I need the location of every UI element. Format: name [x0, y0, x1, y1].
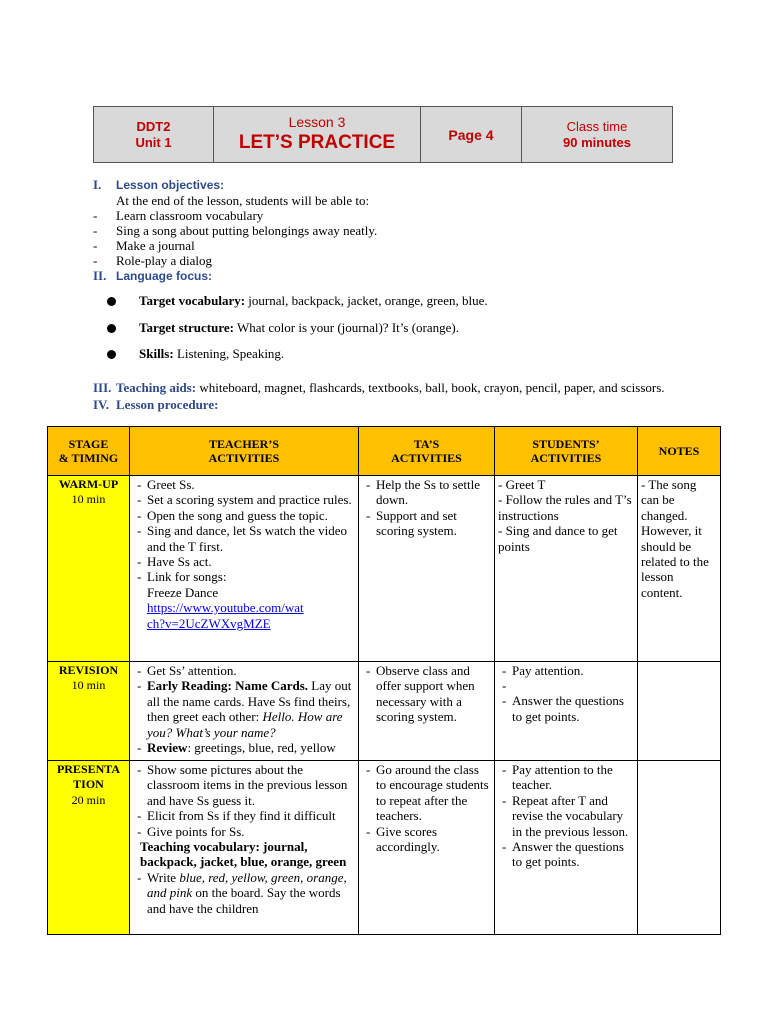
- objective-item: - Role-play a dialog: [93, 253, 213, 268]
- list-item: - Go around the class to encourage students to repeat after the teachers.: [362, 762, 491, 824]
- procedure-title: Lesson procedure:: [116, 397, 219, 412]
- header-teacher: TEACHER’S ACTIVITIES: [130, 427, 359, 476]
- course-code: DDT2: [136, 118, 171, 134]
- lesson-title: LET’S PRACTICE: [238, 132, 396, 153]
- list-item: - Pay attention.: [498, 663, 634, 678]
- song-link[interactable]: https://www.youtube.com/watch?v=2UcZWXvgMZE: [147, 600, 304, 631]
- stage-name: REVISION: [58, 663, 119, 677]
- procedure-heading: [93, 397, 693, 412]
- unit-label: Unit 1: [135, 134, 172, 150]
- list-item: - Sing and dance, let Ss watch the video and the T first.: [133, 523, 355, 554]
- list-item: - Help the Ss to settle down.: [362, 477, 491, 508]
- stage-name: WARM-UP: [58, 477, 119, 491]
- teaching-aids-text: whiteboard, magnet, flashcards, textbooks, ball, book, crayon, pencil, paper, and scissors.: [196, 380, 665, 395]
- list-item: - Link for songs:: [133, 569, 355, 584]
- header-stage: STAGE & TIMING: [48, 427, 130, 476]
- class-time-cell: [522, 107, 672, 162]
- item-label: Skills:: [139, 346, 174, 361]
- students-activities: [495, 476, 638, 662]
- table-row: [48, 476, 721, 662]
- students-activities: [495, 662, 638, 761]
- procedure-table: [47, 426, 721, 935]
- list-item: - Repeat after T and revise the vocabulary in the previous lesson.: [498, 793, 634, 839]
- list-item: - Set a scoring system and practice rules.: [133, 492, 355, 507]
- section-title: Language focus:: [116, 269, 213, 283]
- section-number: III.: [93, 380, 112, 395]
- lesson-number: Lesson 3: [288, 114, 346, 130]
- teacher-activities: [130, 476, 359, 662]
- teaching-aids-section: [93, 380, 693, 412]
- page-cell: [421, 107, 522, 162]
- teaching-aids-label: Teaching aids:: [116, 380, 197, 395]
- list-item: - Review: greetings, blue, red, yellow: [133, 740, 355, 755]
- list-item: - Give points for Ss.: [133, 824, 355, 839]
- item-text: What color is your (journal)? It’s (orange).: [233, 320, 459, 335]
- list-item: - Pay attention to the teacher.: [498, 762, 634, 793]
- stage-time: 10 min: [71, 492, 106, 507]
- section-title: Lesson objectives:: [116, 178, 225, 192]
- bullet-icon: [107, 324, 116, 333]
- objective-item: - Learn classroom vocabulary: [93, 208, 264, 223]
- item-label: Target vocabulary:: [139, 293, 246, 308]
- objectives-section: [93, 177, 683, 284]
- stage-cell: [48, 662, 130, 761]
- notes-cell: [638, 761, 721, 935]
- ta-activities: [359, 662, 495, 761]
- class-time-value: 90 minutes: [563, 134, 631, 150]
- list-item: - Early Reading: Name Cards. Lay out all the name cards. Have Ss find theirs, then greet each other: Hello. How are you? What’s your name?: [133, 678, 355, 740]
- stage-time: 20 min: [71, 792, 106, 807]
- stage-cell: [48, 761, 130, 935]
- list-item: - Show some pictures about the classroom items in the previous lesson and have Ss guess it.: [133, 762, 355, 808]
- notes-cell: [638, 662, 721, 761]
- ta-activities: [359, 761, 495, 935]
- lesson-header-box: [93, 106, 673, 163]
- bullet-icon: [107, 350, 116, 359]
- language-focus-heading: [93, 268, 683, 284]
- table-row: [48, 761, 721, 935]
- section-number: IV.: [93, 397, 110, 412]
- list-item: - Elicit from Ss if they find it difficult: [133, 808, 355, 823]
- list-item: - Get Ss’ attention.: [133, 663, 355, 678]
- lesson-title-cell: [214, 107, 421, 162]
- list-item: - Give scores accordingly.: [362, 824, 491, 855]
- section-number: II.: [93, 268, 107, 283]
- list-item: - Follow the rules and T’s instructions: [498, 492, 632, 523]
- list-item: - Greet Ss.: [133, 477, 355, 492]
- stage-name: PRESENTA TION: [56, 762, 121, 792]
- list-item: - Answer the questions to get points.: [498, 693, 634, 724]
- notes-cell: [638, 476, 721, 662]
- page-number: Page 4: [448, 126, 494, 143]
- list-item: - Open the song and guess the topic.: [133, 508, 355, 523]
- header-students: STUDENTS’ ACTIVITIES: [495, 427, 638, 476]
- header-notes: NOTES: [638, 427, 721, 476]
- ta-activities: [359, 476, 495, 662]
- item-text: journal, backpack, jacket, orange, green, blue.: [245, 293, 488, 308]
- item-label: Target structure:: [139, 320, 234, 335]
- language-focus-item: [107, 293, 707, 309]
- song-name: Freeze Dance: [147, 584, 219, 600]
- teacher-activities: [130, 662, 359, 761]
- notes-text: - The song can be changed. However, it should be related to the lesson content.: [641, 477, 709, 600]
- objectives-heading: [93, 177, 683, 193]
- list-item: - Support and set scoring system.: [362, 508, 491, 539]
- table-row: [48, 662, 721, 761]
- teacher-activities: [130, 761, 359, 935]
- list-item: - Sing and dance to get points: [498, 523, 618, 554]
- class-time-label: Class time: [566, 118, 628, 134]
- language-focus-item: [107, 320, 707, 336]
- table-header-row: [48, 427, 721, 476]
- objective-item: - Make a journal: [93, 238, 195, 253]
- objective-item: - Sing a song about putting belongings away neatly.: [93, 223, 378, 238]
- spacer: [498, 678, 634, 693]
- teaching-vocabulary: Teaching vocabulary: journal, backpack, jacket, blue, orange, green: [140, 839, 347, 870]
- bullet-icon: [107, 297, 116, 306]
- stage-time: 10 min: [71, 678, 106, 693]
- objectives-intro: At the end of the lesson, students will be able to:: [116, 193, 370, 208]
- course-unit-cell: [94, 107, 214, 162]
- list-item: - Write blue, red, yellow, green, orange, and pink on the board. Say the words and have the children: [133, 870, 355, 916]
- stage-cell: [48, 476, 130, 662]
- item-text: Listening, Speaking.: [173, 346, 285, 361]
- language-focus-item: [107, 346, 707, 362]
- list-item: - Observe class and offer support when necessary with a scoring system.: [362, 663, 491, 725]
- list-item: - Answer the questions to get points.: [498, 839, 634, 870]
- section-number: I.: [93, 177, 102, 192]
- list-item: - Greet T: [498, 477, 546, 492]
- header-ta: TA’S ACTIVITIES: [359, 427, 495, 476]
- students-activities: [495, 761, 638, 935]
- list-item: - Have Ss act.: [133, 554, 355, 569]
